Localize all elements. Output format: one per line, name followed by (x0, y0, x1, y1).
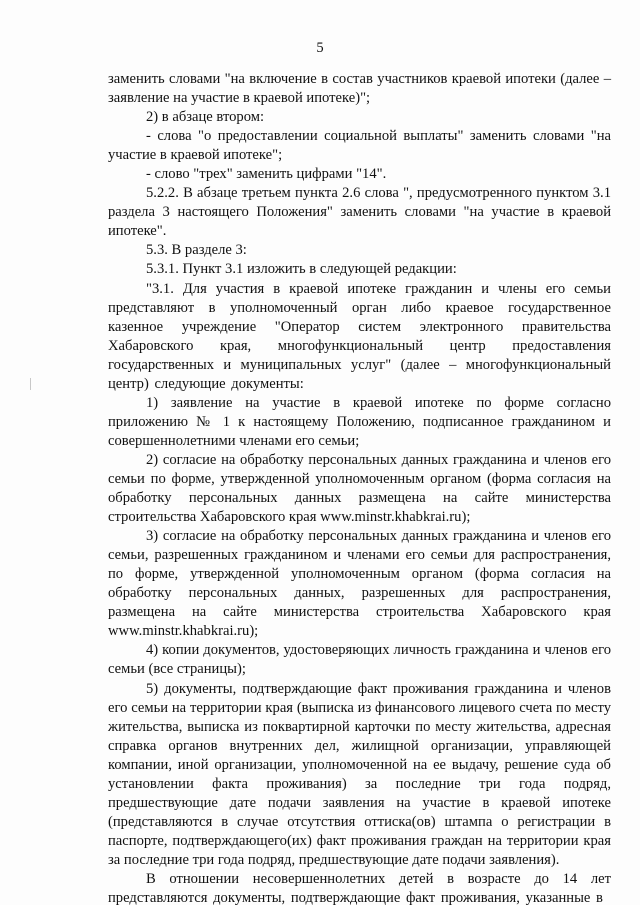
margin-mark (30, 378, 31, 390)
document-body (108, 70, 611, 908)
list-item-3: 3) согласие на обработку персональных данных гражданина и членов его семьи, разрешенных гражданином и членами его семьи для распространения, по форме, утвержденной уполномоченным органом (форма согласия на обработку персональных данных, разрешенных для распространения, размещена на сайте министерства строительства Хабаровского края www.minstr.khabkrai.ru); (108, 528, 611, 640)
list-item-2: 2) согласие на обработку персональных данных гражданина и членов его семьи по форме, утвержденной уполномоченным органом (форма согласия на обработку персональных данных размещена на сайте министерства строительства Хабаровского края www.minstr.khabkrai.ru); (108, 451, 611, 526)
paragraph-5-3: 5.3. В разделе 3: (146, 242, 247, 259)
paragraph-minors: В отношении несовершеннолетних детей в возрасте до 14 лет представляются документы, подтверждающие факт проживания, указанные в (108, 870, 611, 907)
list-item-1: 1) заявление на участие в краевой ипотеке по форме согласно приложению № 1 к настоящему Положению, подписанное гражданином и совершеннолетними членами его семьи; (108, 394, 611, 449)
paragraph-5-3-1: 5.3.1. Пункт 3.1 изложить в следующей редакции: (146, 261, 457, 278)
list-item-4: 4) копии документов, удостоверяющих личность гражданина и членов его семьи (все страницы); (108, 642, 611, 678)
list-item-5: 5) документы, подтверждающие факт проживания гражданина и членов его семьи на территории края (выписка из финансового лицевого счета по месту жительства, выписка из поквартирной карточки по месту жительства, адресная справка органов внутренних дел, жилищной организации, управляющей компании, иной организации, уполномоченной на ее выдачу, решение суда об установлении факта проживания) за последние три года подряд, предшествующие дате подачи заявления на участие в краевой ипотеке (представляются в случае отсутствия оттиска(ов) штампа о регистрации в паспорте, подтверждающего(их) факт проживания граждан на территории края за последние три года подряд, предшествующие дате подачи заявления). (108, 680, 611, 868)
paragraph-5-2-2: 5.2.2. В абзаце третьем пункта 2.6 слова ", предусмотренного пунктом 3.1 раздела 3 настоящего Положения" заменить словами "на участие в краевой ипотеке". (108, 185, 611, 240)
paragraph-3-1: "3.1. Для участия в краевой ипотеке гражданин и члены его семьи представляют в уполномоченный орган либо краевое государственное казенное учреждение "Оператор систем электронного правительства Хабаровского края, многофункциональный центр предоставления государственных и муниципальных услуг" (далее – многофункциональный центр) следующие документы: (108, 280, 611, 392)
paragraph-dash-word: - слово "трех" заменить цифрами "14". (146, 166, 387, 183)
page-number: 5 (316, 40, 324, 56)
paragraph-continuation: заменить словами "на включение в состав участников краевой ипотеки (далее – заявление на участие в краевой ипотеке)"; (108, 71, 611, 107)
paragraph-item-2: 2) в абзаце втором: (146, 109, 265, 126)
paragraph-dash-words: - слова "о предоставлении социальной выплаты" заменить словами "на участие в краевой ипотеке"; (108, 128, 611, 164)
